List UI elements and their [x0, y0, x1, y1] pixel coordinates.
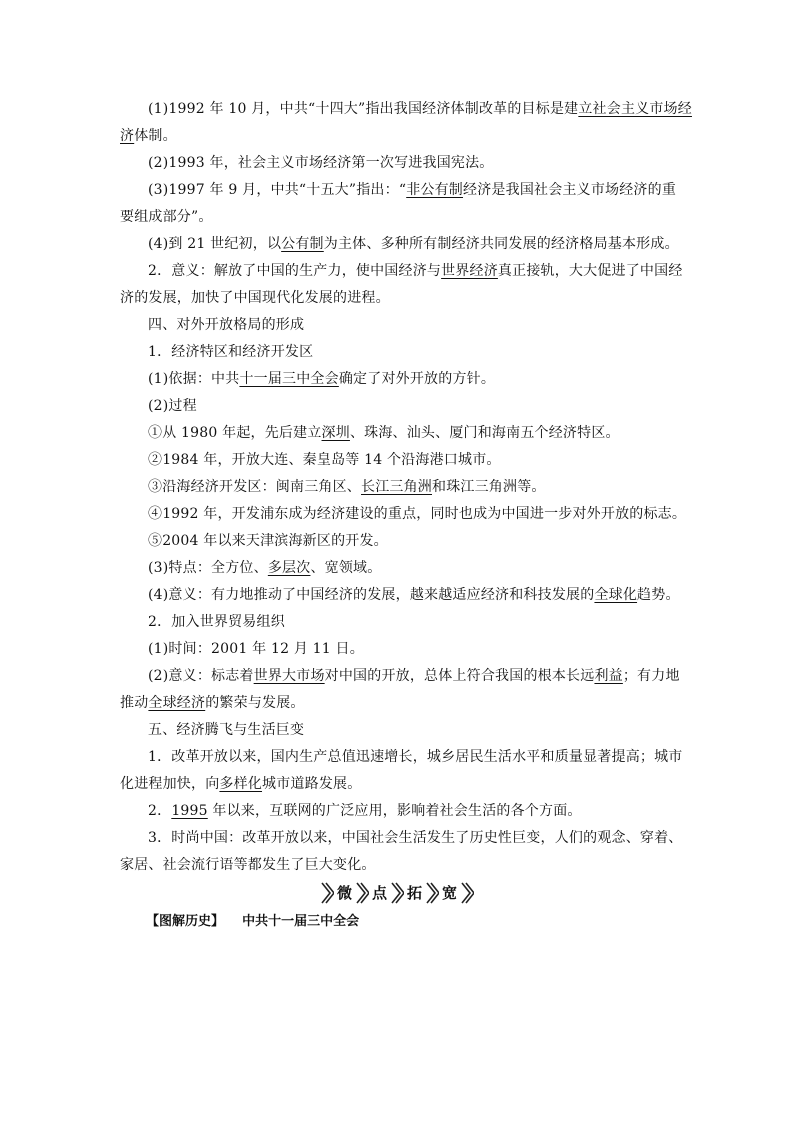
- underlined-term: 公有制: [281, 236, 324, 252]
- banner-chip-3: [390, 881, 425, 905]
- text-segment: 经济是我国社会主义市场经济的重: [463, 182, 677, 198]
- banner-char: 宽: [442, 884, 458, 902]
- text-segment: (4)到 21 世纪初，以: [148, 236, 282, 252]
- underlined-term: 长江三角洲: [361, 479, 432, 495]
- illustrated-history-heading: [146, 908, 359, 935]
- banner-char: 拓: [407, 884, 423, 902]
- text-segment: (1)1992 年 10 月，中共“十四大”指出我国经济体制改革的目标是建: [148, 101, 579, 117]
- chevron-right-icon: [425, 881, 439, 905]
- underlined-term: 十一届三中全会: [239, 371, 339, 387]
- illustrated-history-label: 【图解历史】: [146, 914, 225, 929]
- text-segment: ；有力地: [622, 668, 680, 684]
- underlined-term: 全球经济: [148, 695, 206, 711]
- underlined-term: 世界经济: [441, 263, 498, 279]
- text-segment: 四、对外开放格局的形成: [148, 317, 305, 333]
- text-segment: 为主体、多种所有制经济共同发展的经济格局基本形成。: [323, 236, 679, 252]
- text-segment: (4)意义：有力地推动了中国经济的发展，越来越适应经济和科技发展的: [148, 587, 595, 603]
- text-segment: 1．经济特区和经济开发区: [148, 344, 314, 360]
- banner-chip-2: [355, 881, 390, 905]
- text-segment: 真正接轨，大大促进了中国经: [497, 263, 683, 279]
- text-segment: ②1984 年，开放大连、秦皇岛等 14 个沿海港口城市。: [148, 452, 501, 468]
- underlined-term: 深圳: [321, 425, 350, 441]
- text-line: [120, 420, 676, 447]
- text-line: [120, 744, 683, 771]
- underlined-term: 全球化: [594, 587, 638, 603]
- text-segment: (2)过程: [148, 398, 197, 414]
- text-line: [120, 285, 676, 312]
- text-line: [120, 609, 676, 636]
- text-line: [120, 393, 676, 420]
- underlined-term: 1995: [171, 803, 208, 819]
- section-banner: [0, 880, 794, 906]
- text-line: [120, 474, 676, 501]
- text-line: [120, 555, 676, 582]
- text-line: [120, 258, 683, 285]
- text-segment: (3)1997 年 9 月，中共“十五大”指出：“: [148, 182, 407, 198]
- chevron-right-icon: [390, 881, 404, 905]
- text-segment: 2．意义：解放了中国的生产力，使中国经济与: [148, 263, 442, 279]
- text-segment: 趋势。: [637, 587, 680, 603]
- text-line: [120, 717, 676, 744]
- text-segment: (1)时间：2001 年 12 月 11 日。: [148, 641, 364, 657]
- text-segment: ③沿海经济开发区：闽南三角区、: [148, 479, 361, 495]
- underlined-term: 多层次: [267, 560, 311, 576]
- text-segment: ④1992 年，开发浦东成为经济建设的重点，同时也成为中国进一步对外开放的标志。: [148, 506, 687, 522]
- underlined-term: 非公有制: [406, 182, 464, 198]
- text-line: [120, 798, 676, 825]
- text-segment: 2．: [148, 803, 172, 819]
- text-line: [120, 636, 676, 663]
- text-line: [120, 771, 676, 798]
- text-line: [120, 177, 676, 204]
- text-line: [120, 582, 680, 609]
- text-segment: 推动: [120, 695, 149, 711]
- chevron-right-icon: [320, 881, 334, 905]
- text-line: [120, 366, 676, 393]
- text-segment: (2)意义：标志着: [148, 668, 254, 684]
- text-segment: 确定了对外开放的方针。: [338, 371, 496, 387]
- underlined-term: 利益: [594, 668, 623, 684]
- banner-chip-1: [320, 881, 355, 905]
- text-segment: 对中国的开放，总体上符合我国的根本长远: [324, 668, 595, 684]
- text-line: [120, 501, 687, 528]
- text-line: [120, 528, 676, 555]
- text-segment: 城市道路发展。: [262, 776, 362, 792]
- text-line: [120, 231, 679, 258]
- underlined-term: 多样化: [219, 776, 263, 792]
- underlined-term: 世界大市场: [253, 668, 325, 684]
- text-segment: 要组成部分”。: [120, 209, 213, 225]
- chevron-right-icon: [355, 881, 369, 905]
- text-line: [120, 852, 676, 879]
- text-line: [120, 150, 676, 177]
- text-line: [120, 204, 676, 231]
- text-line: [120, 339, 676, 366]
- text-line: [120, 123, 676, 150]
- underlined-term: 济: [120, 128, 135, 144]
- text-line: [120, 663, 680, 690]
- text-segment: 五、经济腾飞与生活巨变: [148, 722, 305, 738]
- banner-char: 点: [371, 884, 387, 902]
- text-segment: (1)依据：中共: [148, 371, 240, 387]
- banner-char: 微: [336, 884, 352, 902]
- text-segment: 、珠海、汕头、厦门和海南五个经济特区。: [349, 425, 620, 441]
- text-segment: 2．加入世界贸易组织: [148, 614, 285, 630]
- text-segment: 和珠江三角洲等。: [432, 479, 546, 495]
- banner-chip-4: [425, 881, 474, 905]
- text-segment: 、宽领域。: [310, 560, 382, 576]
- text-line: [120, 312, 676, 339]
- text-line: [120, 825, 683, 852]
- text-line: [120, 690, 676, 717]
- text-segment: 化进程加快，向: [120, 776, 220, 792]
- underlined-term: 立社会主义市场经: [578, 101, 692, 117]
- chevron-right-icon: [460, 881, 474, 905]
- text-line: [120, 447, 676, 474]
- text-segment: 家居、社会流行语等都发生了巨大变化。: [120, 857, 376, 873]
- text-segment: (2)1993 年，社会主义市场经济第一次写进我国宪法。: [148, 155, 494, 171]
- text-segment: 年以来，互联网的广泛应用，影响着社会生活的各个方面。: [207, 803, 582, 819]
- text-segment: (3)特点：全方位、: [148, 560, 268, 576]
- text-segment: 3．时尚中国：改革开放以来，中国社会生活发生了历史性巨变，人们的观念、穿着、: [148, 830, 683, 846]
- text-segment: 的繁荣与发展。: [205, 695, 305, 711]
- text-segment: ①从 1980 年起，先后建立: [148, 425, 322, 441]
- text-segment: ⑤2004 年以来天津滨海新区的开发。: [148, 533, 388, 549]
- text-segment: 济的发展，加快了中国现代化发展的进程。: [120, 290, 390, 306]
- text-segment: 1．改革开放以来，国内生产总值迅速增长，城乡居民生活水平和质量显著提高；城市: [148, 749, 683, 765]
- text-segment: 体制。: [134, 128, 177, 144]
- illustrated-history-title: 中共十一届三中全会: [242, 914, 360, 929]
- text-line: [120, 96, 692, 123]
